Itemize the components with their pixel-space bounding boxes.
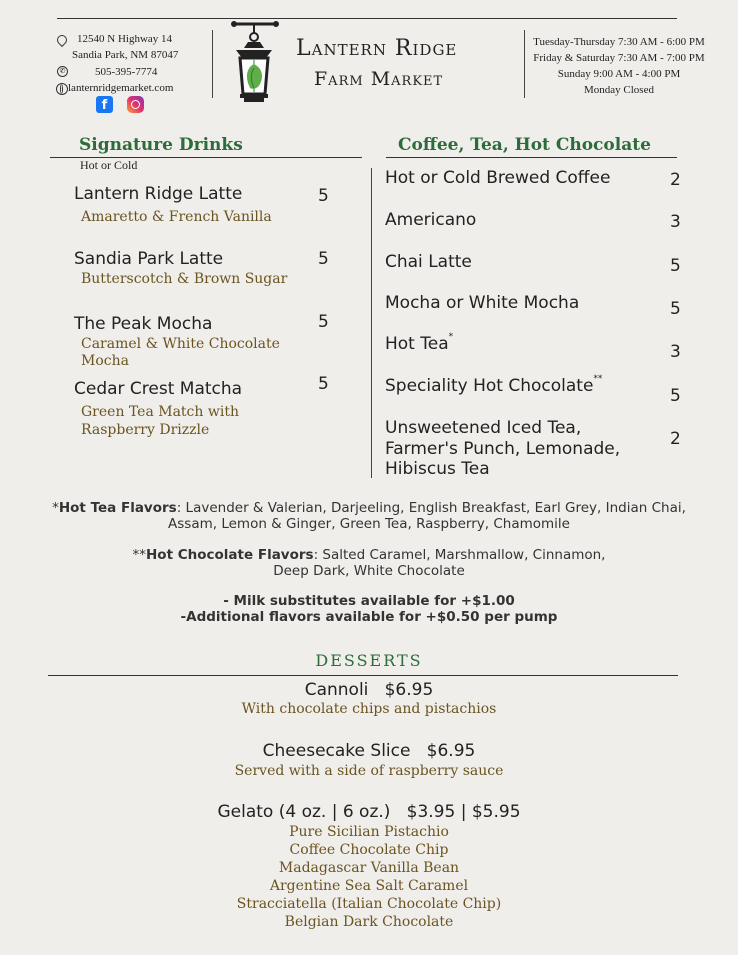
signature-item-desc: Mocha [81, 353, 129, 369]
coffee-item-price: 5 [670, 299, 681, 319]
signature-item-name: Lantern Ridge Latte [74, 184, 243, 204]
coffee-item-name: Speciality Hot Chocolate** [385, 374, 603, 396]
coffee-item-name: Unsweetened Iced Tea, [385, 418, 582, 438]
coffee-item-name: Hot or Cold Brewed Coffee [385, 168, 611, 188]
coffee-item-name: Mocha or White Mocha [385, 293, 580, 313]
tea-flavors-note: *Hot Tea Flavors: Lavender & Valerian, Darjeeling, English Breakfast, Earl Grey, Indian Chai, [52, 500, 686, 516]
address-line-2: Sandia Park, NM 87047 [72, 49, 179, 61]
chocolate-flavors-note: Deep Dark, White Chocolate [273, 563, 465, 579]
dessert-item-name: Cheesecake Slice $6.95 [262, 741, 476, 761]
chocolate-flavors-note: **Hot Chocolate Flavors: Salted Caramel, Marshmallow, Cinnamon, [132, 547, 606, 563]
globe-icon [56, 83, 68, 95]
desserts-rule [48, 675, 678, 676]
gelato-flavor: Pure Sicilian Pistachio [289, 824, 449, 840]
coffee-item-price: 3 [670, 212, 681, 232]
signature-item-name: Cedar Crest Matcha [74, 379, 243, 399]
column-divider [371, 168, 372, 478]
brand-name-line-2: Farm Market [314, 68, 444, 90]
dessert-desc: Served with a side of raspberry sauce [234, 763, 504, 779]
header-divider-left [212, 30, 213, 98]
additional-flavors-note: -Additional flavors available for +$0.50 per pump [180, 609, 558, 625]
dessert-price: $6.95 [384, 680, 434, 700]
facebook-icon[interactable]: f [96, 96, 113, 113]
coffee-rule [386, 157, 677, 158]
signature-subtitle: Hot or Cold [80, 158, 138, 172]
gelato-flavor: Coffee Chocolate Chip [289, 842, 449, 858]
top-rule [57, 18, 677, 19]
signature-item-desc: Raspberry Drizzle [81, 422, 210, 438]
desserts-title: DESSERTS [315, 651, 423, 670]
coffee-item-name: Chai Latte [385, 252, 472, 272]
hours-line: Monday Closed [584, 84, 654, 96]
coffee-item-price: 3 [670, 342, 681, 362]
coffee-item-price: 2 [670, 429, 681, 449]
gelato-flavor: Stracciatella (Italian Chocolate Chip) [236, 896, 502, 912]
dessert-item-name: Cannoli $6.95 [304, 680, 434, 700]
coffee-item-name: Hot Tea* [385, 332, 454, 354]
coffee-section-title: Coffee, Tea, Hot Chocolate [398, 135, 651, 155]
hours-line: Sunday 9:00 AM - 4:00 PM [557, 68, 681, 80]
dessert-price: $3.95 | $5.95 [406, 802, 521, 822]
signature-item-name: The Peak Mocha [74, 314, 213, 334]
lantern-logo-icon [226, 20, 282, 108]
address-line-1: 12540 N Highway 14 [77, 33, 173, 45]
signature-item-price: 5 [318, 312, 329, 332]
gelato-flavor: Madagascar Vanilla Bean [278, 860, 460, 876]
gelato-flavor: Belgian Dark Chocolate [284, 914, 454, 930]
phone-number[interactable]: 505-395-7774 [95, 66, 158, 78]
dessert-item-name: Gelato (4 oz. | 6 oz.) $3.95 | $5.95 [217, 802, 521, 822]
coffee-item-name: Hibiscus Tea [385, 459, 490, 479]
coffee-item-price: 5 [670, 256, 681, 276]
brand-name-line-1: Lantern Ridge [296, 36, 458, 61]
website-link[interactable]: lanternridgemarket.com [68, 82, 174, 94]
signature-item-desc: Caramel & White Chocolate [81, 336, 280, 352]
gelato-flavor: Argentine Sea Salt Caramel [269, 878, 469, 894]
instagram-icon[interactable] [127, 96, 144, 113]
signature-item-price: 5 [318, 186, 329, 206]
phone-icon: ✆ [57, 66, 68, 77]
coffee-item-name: Farmer's Punch, Lemonade, [385, 439, 621, 459]
dessert-price: $6.95 [426, 741, 476, 761]
signature-item-price: 5 [318, 374, 329, 394]
signature-item-price: 5 [318, 249, 329, 269]
signature-item-desc: Green Tea Match with [81, 404, 239, 420]
hours-line: Friday & Saturday 7:30 AM - 7:00 PM [533, 52, 705, 64]
dessert-desc: With chocolate chips and pistachios [241, 701, 497, 717]
coffee-item-price: 5 [670, 386, 681, 406]
footnote-mark: * [448, 332, 454, 342]
tea-flavors-note: Assam, Lemon & Ginger, Green Tea, Raspberry, Chamomile [168, 516, 570, 532]
coffee-item-name: Americano [385, 210, 477, 230]
signature-item-desc: Amaretto & French Vanilla [81, 209, 272, 225]
milk-substitutes-note: - Milk substitutes available for +$1.00 [223, 593, 515, 609]
coffee-item-price: 2 [670, 170, 681, 190]
hours-line: Tuesday-Thursday 7:30 AM - 6:00 PM [533, 36, 705, 48]
signature-drinks-title: Signature Drinks [79, 135, 243, 155]
signature-item-desc: Butterscotch & Brown Sugar [81, 271, 288, 287]
map-pin-icon [55, 33, 69, 47]
signature-item-name: Sandia Park Latte [74, 249, 224, 269]
footnote-mark: ** [593, 374, 603, 384]
